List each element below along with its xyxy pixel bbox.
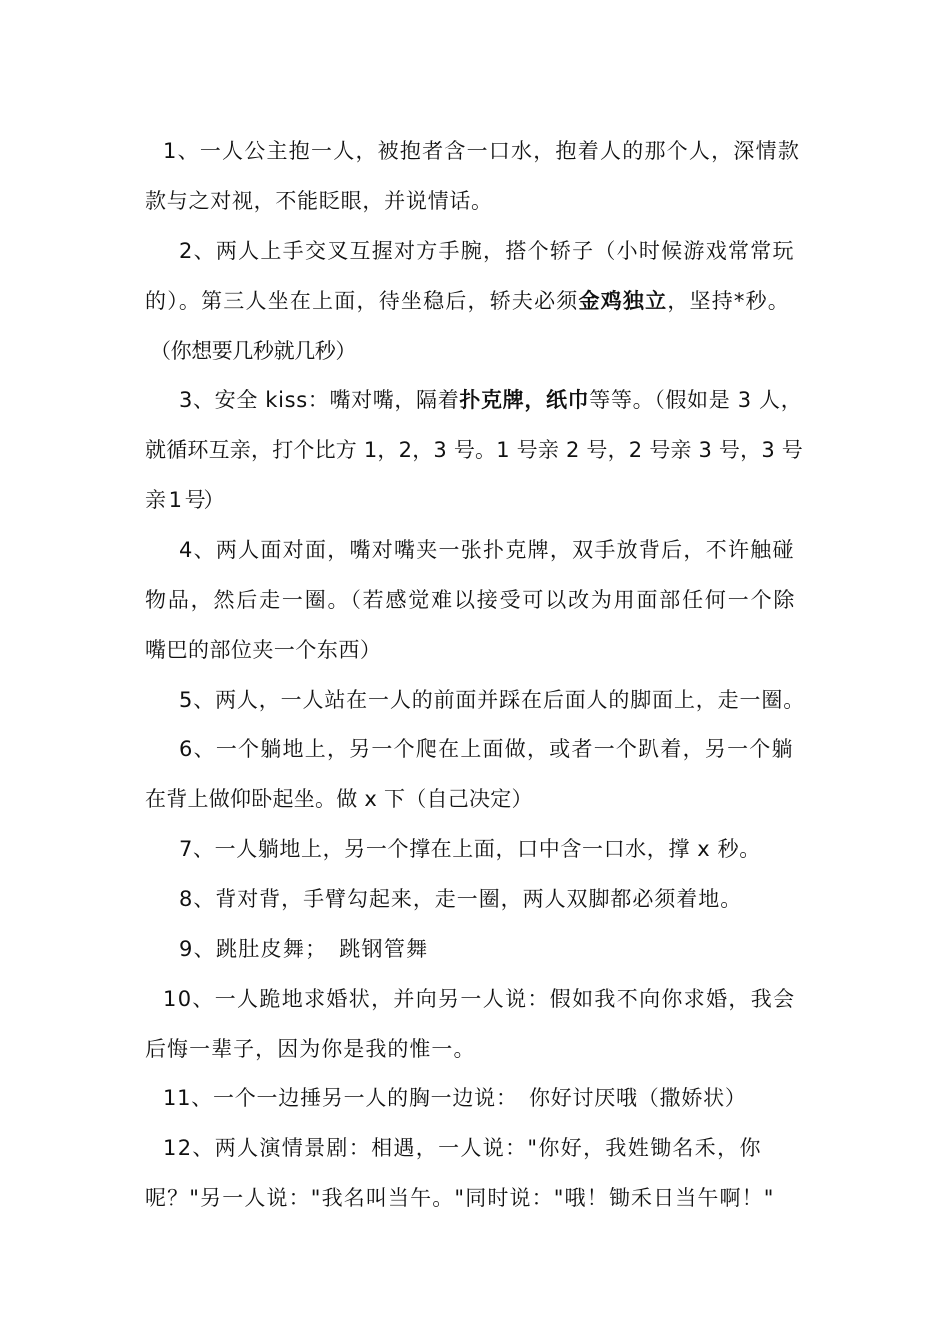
text-run: ，坚持*秒。 [667, 289, 791, 313]
text-line [179, 735, 794, 763]
text-run: 后悔一辈子，因为你是我的惟一。 [145, 1037, 476, 1061]
text-line [150, 337, 356, 365]
text-line [179, 686, 805, 714]
text-line [179, 885, 742, 913]
bold-text: 金鸡独立 [578, 289, 668, 313]
text-run: 12、两人演情景剧：相遇，一人说："你好，我姓锄名禾，你 [163, 1136, 762, 1160]
text-run: 的）。第三人坐在上面，待坐稳后，轿夫必须 [145, 289, 579, 313]
text-run: 就循环互亲，打个比方 1，2，3 号。1 号亲 2 号，2 号亲 3 号，3 号 [145, 438, 803, 462]
text-run: 物品，然后走一圈。（若感觉难以接受可以改为用面部任何一个除 [145, 588, 797, 612]
text-line [145, 1184, 775, 1212]
text-line [145, 436, 803, 464]
text-line [179, 835, 761, 863]
text-line [145, 486, 223, 514]
text-line [163, 1084, 747, 1112]
text-run: 3、安全 kiss：嘴对嘴，隔着 [179, 388, 460, 412]
text-run: 1、一人公主抱一人，被抱者含一口水，抱着人的那个人，深情款 [163, 139, 801, 163]
text-line [145, 287, 790, 315]
text-run: 5、两人，一人站在一人的前面并踩在后面人的脚面上，走一圈。 [179, 688, 806, 712]
text-line [163, 1134, 762, 1162]
text-line [145, 785, 533, 813]
text-line [163, 137, 800, 165]
text-run: 亲 1 号） [145, 488, 223, 512]
text-line [179, 237, 795, 265]
text-run: 等等。（假如是 3 人， [589, 388, 803, 412]
text-run: 11、一个一边捶另一人的胸一边说： 你好讨厌哦（撒娇状） [163, 1086, 747, 1110]
text-run: 6、一个躺地上，另一个爬在上面做，或者一个趴着，另一个躺 [179, 737, 794, 761]
text-line [145, 636, 381, 664]
text-run: 8、背对背，手臂勾起来，走一圈，两人双脚都必须着地。 [179, 887, 743, 911]
text-run: 2、两人上手交叉互握对方手腕，搭个轿子（小时候游戏常常玩 [179, 239, 795, 263]
text-run: 9、跳肚皮舞； 跳钢管舞 [179, 937, 429, 961]
text-line [145, 1035, 476, 1063]
text-run: 嘴巴的部位夹一个东西） [145, 638, 382, 662]
bold-text: 扑克牌，纸巾 [459, 388, 590, 412]
text-run: 在背上做仰卧起坐。做 x 下（自己决定） [145, 787, 533, 811]
text-line [179, 386, 802, 414]
text-line [179, 935, 428, 963]
text-run: 7、一人躺地上，另一个撑在上面，口中含一口水，撑 x 秒。 [179, 837, 761, 861]
text-run: 4、两人面对面，嘴对嘴夹一张扑克牌，双手放背后，不许触碰 [179, 538, 795, 562]
text-line [145, 187, 493, 215]
text-line [179, 536, 795, 564]
text-line [163, 985, 795, 1013]
text-run: 款与之对视，不能眨眼，并说情话。 [145, 189, 493, 213]
text-line [145, 586, 796, 614]
text-run: （你想要几秒就几秒） [150, 339, 356, 363]
text-run: 呢？"另一人说："我名叫当午。"同时说："哦！锄禾日当午啊！" [145, 1186, 775, 1210]
text-run: 10、一人跪地求婚状，并向另一人说：假如我不向你求婚，我会 [163, 987, 796, 1011]
